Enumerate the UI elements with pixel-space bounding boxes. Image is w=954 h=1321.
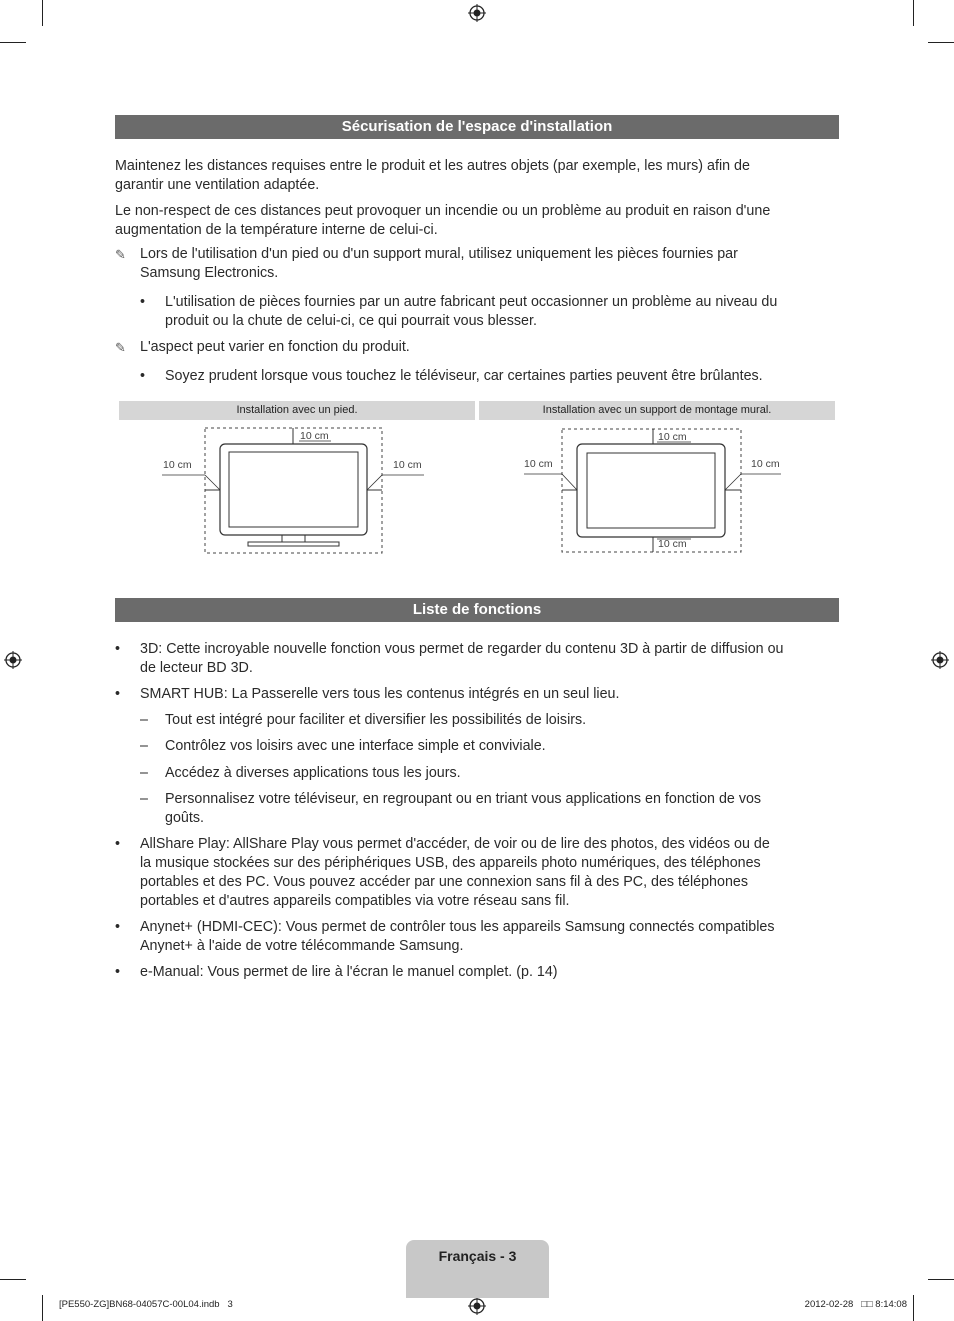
bullet-icon: •	[140, 294, 146, 310]
registration-mark-icon	[4, 651, 22, 669]
figure-caption-stand: Installation avec un pied.	[119, 401, 475, 420]
text-line: garantir une ventilation adaptée.	[115, 177, 320, 193]
bullet-icon: •	[115, 836, 121, 852]
bullet-icon: •	[140, 368, 146, 384]
list-item	[115, 640, 840, 678]
dash-icon: –	[140, 765, 148, 781]
clearance-label-right: 10 cm	[393, 459, 422, 471]
list-item	[140, 293, 840, 331]
dash-icon: –	[140, 712, 148, 728]
crop-mark	[0, 1279, 26, 1280]
note-text: Lors de l'utilisation d'un pied ou d'un support mural, utilisez uniquement les pièces fournies par Samsung Electronics.	[140, 246, 738, 281]
sub-list-item	[140, 737, 820, 756]
clearance-label-right: 10 cm	[751, 458, 780, 470]
list-item	[115, 835, 840, 911]
feature-term: AllShare Play	[140, 836, 226, 852]
clearance-label-left: 10 cm	[524, 458, 553, 470]
feature-term: Anynet+ (HDMI-CEC)	[140, 919, 278, 935]
sub-list-item	[140, 764, 820, 783]
registration-mark-icon	[468, 1297, 486, 1315]
registration-mark-icon	[468, 4, 486, 22]
figure-caption-wall: Installation avec un support de montage mural.	[479, 401, 835, 420]
text-line: augmentation de la température interne de celui-ci.	[115, 222, 438, 238]
clearance-label-top: 10 cm	[300, 430, 329, 442]
section-title-features: Liste de fonctions	[115, 598, 839, 622]
list-item-text: Anynet+ (HDMI-CEC): Vous permet de contrôler tous les appareils Samsung connectés compatibles Anynet+ à l'aide de votre télécommande Samsung.	[140, 919, 775, 954]
list-item	[115, 963, 840, 982]
dash-icon: –	[140, 791, 148, 807]
list-item-text: Soyez prudent lorsque vous touchez le téléviseur, car certaines parties peuvent être brûlantes.	[165, 368, 763, 384]
dash-icon: –	[140, 738, 148, 754]
feature-term: 3D	[140, 641, 159, 657]
sub-list-item	[140, 790, 820, 828]
feature-term: e-Manual	[140, 964, 200, 980]
note-text: L'aspect peut varier en fonction du produit.	[140, 339, 410, 355]
registration-mark-icon	[931, 651, 949, 669]
note	[115, 338, 840, 357]
list-item-text: AllShare Play: AllShare Play vous permet d'accéder, de voir ou de lire des photos, des vidéos ou de la musique stockées sur des périphériques USB, des appareils photo numériques, des téléphones portables et des PC. Vous pouvez accéder par une connexion sans fil à des PC, des téléphones portables et d'autres appareils compatibles via votre réseau sans fil.	[140, 836, 770, 909]
list-item	[140, 367, 840, 386]
sub-list-item-text: Contrôlez vos loisirs avec une interface simple et conviviale.	[165, 738, 546, 754]
crop-mark	[42, 1295, 43, 1321]
feature-term: SMART HUB	[140, 686, 224, 702]
bullet-icon: •	[115, 919, 121, 935]
paragraph	[115, 157, 840, 195]
section-title-installation: Sécurisation de l'espace d'installation	[115, 115, 839, 139]
clearance-label-left: 10 cm	[163, 459, 192, 471]
crop-mark	[0, 42, 26, 43]
crop-mark	[928, 42, 954, 43]
wall-mount-installation-diagram	[479, 420, 835, 560]
crop-mark	[913, 1295, 914, 1321]
list-item-text: 3D: Cette incroyable nouvelle fonction vous permet de regarder du contenu 3D à partir de diffusion ou de lecteur BD 3D.	[140, 641, 784, 676]
crop-mark	[928, 1279, 954, 1280]
clearance-label-bottom: 10 cm	[658, 538, 687, 550]
crop-mark	[913, 0, 914, 26]
list-item-text: e-Manual: Vous permet de lire à l'écran le manuel complet. (p. 14)	[140, 964, 558, 980]
page-number-tab: Français - 3	[406, 1240, 549, 1298]
bullet-icon: •	[115, 964, 121, 980]
sub-list-item-text: Tout est intégré pour faciliter et diversifier les possibilités de loisirs.	[165, 712, 587, 728]
crop-mark	[42, 0, 43, 26]
sub-list-item-text: Accédez à diverses applications tous les jours.	[165, 765, 461, 781]
paragraph	[115, 202, 840, 240]
list-item-text: L'utilisation de pièces fournies par un autre fabricant peut occasionner un problème au niveau du produit ou la chute de celui-ci, ce qui pourrait vous blesser.	[165, 294, 778, 329]
bullet-icon: •	[115, 686, 121, 702]
sub-list-item	[140, 711, 820, 730]
stand-installation-diagram	[119, 420, 475, 560]
text-line: Maintenez les distances requises entre le produit et les autres objets (par exemple, les murs) afin de	[115, 158, 750, 174]
list-item	[115, 918, 840, 956]
pencil-note-icon: ✎	[115, 340, 126, 355]
text-line: Le non-respect de ces distances peut provoquer un incendie ou un problème au produit en raison d'une	[115, 203, 771, 219]
list-item-text: SMART HUB: La Passerelle vers tous les contenus intégrés en un seul lieu.	[140, 686, 620, 702]
clearance-label-top: 10 cm	[658, 431, 687, 443]
list-item	[115, 685, 840, 704]
note	[115, 245, 840, 283]
file-info: [PE550-ZG]BN68-04057C-00L04.indb 3	[59, 1299, 233, 1310]
bullet-icon: •	[115, 641, 121, 657]
sub-list-item-text: Personnalisez votre téléviseur, en regroupant ou en triant vous applications en fonction de vos goûts.	[165, 791, 762, 826]
print-timestamp: 2012-02-28 □□ 8:14:08	[804, 1299, 907, 1310]
pencil-note-icon: ✎	[115, 247, 126, 262]
